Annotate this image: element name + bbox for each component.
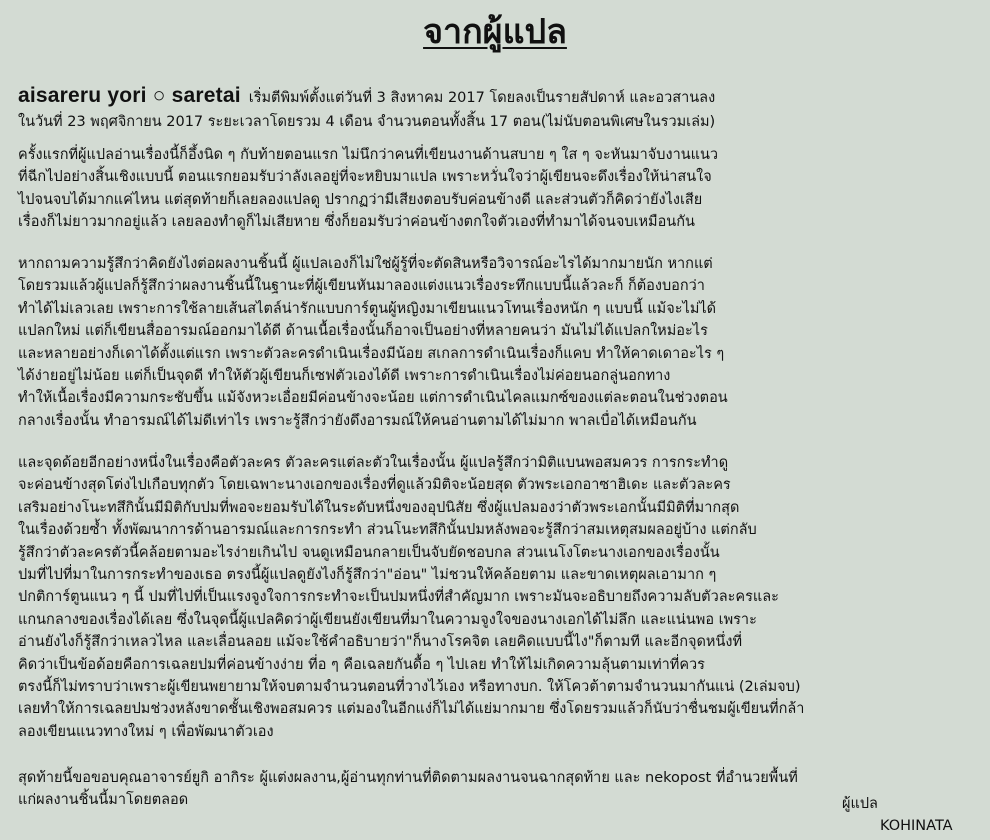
signature-name: KOHINATA <box>880 818 953 834</box>
page-title-text: จากผู้แปล <box>423 12 567 52</box>
paragraph-line: คิดว่าเป็นข้อด้อยคือการเฉลยปมที่ค่อนข้างง่าย ที่อ ๆ คือเฉลยกันดื้อ ๆ ไปเลย ทำให้ไม่เกิดความลุ้นตามเท่าที่ควร <box>18 656 705 673</box>
paragraph-line: ครั้งแรกที่ผู้แปลอ่านเรื่องนี้ก็อึ้งนิด ๆ กับท้ายตอนแรก ไม่นึกว่าคนที่เขียนงานด้านสบาย ๆ ใส ๆ จะหันมาจับงานแนว <box>18 147 719 163</box>
paragraph-line: แก่ผลงานชิ้นนี้มาโดยตลอด <box>18 792 189 809</box>
paragraph-line: กลางเรื่องนั้น ทำอารมณ์ได้ไม่ดีเท่าไร เพราะรู้สึกว่ายังดึงอารมณ์ให้คนอ่านตามได้ไม่มาก พาลเบื่อได้เหมือนกัน <box>18 412 697 429</box>
paragraph-line: แกนกลางของเรื่องได้เลย ซึ่งในจุดนี้ผู้แปลคิดว่าผู้เขียนยังเขียนที่มาในความจูงใจของนางเอกได้ไม่ลึก และแน่นพอ เพราะ <box>18 611 757 628</box>
paragraph-line: ไปจนจบได้มากแค่ไหน แต่สุดท้ายก็เลยลองแปลดู ปรากฏว่ามีเสียงตอบรับค่อนข้างดี และส่วนตัวก็คิดว่ายังไงเสีย <box>18 191 703 208</box>
paragraph-line: โดยรวมแล้วผู้แปลก็รู้สึกว่าผลงานชิ้นนี้ในฐานะที่ผู้เขียนหันมาลองแต่งแนวเรื่องระทึกแบบนี้แล้วละก็ ก็ต้องบอกว่า <box>18 278 705 295</box>
page-title <box>0 10 990 54</box>
paragraph-line: ปกติการ์ตูนแนว ๆ นี้ ปมที่ไปที่เป็นแรงจูงใจการกระทำจะเป็นปมหนึ่งที่สำคัญมาก เพราะมันจะอธิบายถึงความลับตัวละครและ <box>18 589 779 606</box>
signature-role: ผู้แปล <box>842 796 878 812</box>
paragraph-line: แปลกใหม่ แต่ก็เขียนสื่ออารมณ์ออกมาได้ดี ด้านเนื้อเรื่องนั้นก็อาจเป็นอย่างที่หลายคนว่า มันไม่ได้แปลกใหม่อะไร <box>18 323 708 340</box>
paragraph-line: ตรงนี้ก็ไม่ทราบว่าเพราะผู้เขียนพยายามให้จบตามจำนวนตอนที่วางไว้เอง หรือทางบก. ให้โควต้าตามจำนวนมากันแน่ (2เล่มจบ) <box>18 679 801 696</box>
paragraph-intro <box>18 144 978 234</box>
paragraph-thanks <box>18 767 978 812</box>
paragraph-line: หากถามความรู้สึกว่าคิดยังไงต่อผลงานชิ้นนี้ ผู้แปลเองก็ไม่ใช่ผู้รู้ที่จะตัดสินหรือวิจารณ์อะไรได้มากมายนัก หากแต่ <box>18 256 713 272</box>
series-info-line-2: ในวันที่ 23 พฤศจิกายน 2017 ระยะเวลาโดยรวม 4 เดือน จำนวนตอนทั้งสิ้น 17 ตอน(ไม่นับตอนพิเศษในรวมเล่ม) <box>18 114 716 130</box>
paragraph-line: ในเรื่องด้วยซ้ำ ทั้งพัฒนาการด้านอารมณ์และการกระทำ ส่วนโนะทสึกินั้นปมหลังพอจะรู้สึกว่าสมเหตุสมผลอยู่บ้าง แต่กลับ <box>18 522 757 539</box>
paragraph-line: ทำได้ไม่เลวเลย เพราะการใช้ลายเส้นสไตล์น่ารักแบบการ์ตูนผู้หญิงมาเขียนแนวโทนเรื่องหนัก ๆ แบบนี้ แม้จะไม่ได้ <box>18 300 717 317</box>
paragraph-line: ทำให้เนื้อเรื่องมีความกระชับขึ้น แม้จังหวะเอื่อยมีค่อนข้างจะน้อย แต่การดำเนินไคลแมกซ์ของแต่ละตอนในช่วงตอน <box>18 390 728 407</box>
paragraph-line: เสริมอย่างโนะทสึกินั้นมีมิติกับปมที่พอจะยอมรับได้ในระดับหนึ่งของอุปนิสัย ซึ่งผู้แปลมองว่าตัวพระเอกนั้นมีมิติที่มากสุด <box>18 499 740 516</box>
paragraph-characters <box>18 452 978 743</box>
paragraph-line: และจุดด้อยอีกอย่างหนึ่งในเรื่องคือตัวละคร ตัวละครแต่ละตัวในเรื่องนั้น ผู้แปลรู้สึกว่ามิติแบนพอสมควร การกระทำดู <box>18 455 729 471</box>
paragraph-line: สุดท้ายนี้ขอขอบคุณอาจารย์ยูกิ อากิระ ผู้แต่งผลงาน,ผู้อ่านทุกท่านที่ติดตามผลงานจนฉากสุดท้าย และ nekopost ที่อำนวยพื้นที่ <box>18 770 798 786</box>
paragraph-line: จะค่อนข้างสุดโต่งไปเกือบทุกตัว โดยเฉพาะนางเอกของเรื่องที่ดูแล้วมิติจะน้อยสุด ตัวพระเอกอาซาฮิเดะ และตัวละคร <box>18 477 731 494</box>
paragraph-impression <box>18 253 978 432</box>
series-name: aisareru yori ○ saretai <box>18 84 241 107</box>
paragraph-line: ที่ฉีกไปอย่างสิ้นเชิงแบบนี้ ตอนแรกยอมรับว่าลังเลอยู่ที่จะหยิบมาแปล เพราะหวั่นใจว่าผู้เขียนจะดึงเรื่องให้น่าสนใจ <box>18 169 712 186</box>
paragraph-line: ลองเขียนแนวทางใหม่ ๆ เพื่อพัฒนาตัวเอง <box>18 723 274 740</box>
paragraph-line: อ่านยังไงก็รู้สึกว่าเหลวไหล และเลื่อนลอย แม้จะใช้คำอธิบายว่า"ก็นางโรคจิต เลยคิดแบบนี้ไง"ก็ตามที และอีกจุดหนึ่งที่ <box>18 634 743 651</box>
series-info-line-1: เริ่มตีพิมพ์ตั้งแต่วันที่ 3 สิงหาคม 2017 โดยลงเป็นรายสัปดาห์ และอวสานลง <box>248 90 716 106</box>
series-info <box>18 84 978 134</box>
paragraph-line: ปมที่ไปที่มาในการกระทำของเธอ ตรงนี้ผู้แปลดูยังไงก็รู้สึกว่า"อ่อน" ไม่ชวนให้คล้อยตาม และขาดเหตุผลเอามาก ๆ <box>18 567 717 584</box>
paragraph-line: และหลายอย่างก็เดาได้ตั้งแต่แรก เพราะตัวละครดำเนินเรื่องมีน้อย สเกลการดำเนินเรื่องก็แคบ ทำให้คาดเดาอะไร ๆ <box>18 345 725 362</box>
paragraph-line: รู้สึกว่าตัวละครตัวนี้คล้อยตามอะไรง่ายเกินไป จนดูเหมือนกลายเป็นจับยัดชอบกล ส่วนเนโงโตะนางเอกของเรื่องนั้น <box>18 544 720 561</box>
paragraph-line: เรื่องก็ไม่ยาวมากอยู่แล้ว เลยลองทำดูก็ไม่เสียหาย ซึ่งก็ยอมรับว่าค่อนข้างตกใจตัวเองที่ทำมาได้จนจบเหมือนกัน <box>18 214 695 231</box>
paragraph-line: ได้ง่ายอยู่ไม่น้อย แต่ก็เป็นจุดดี ทำให้ตัวผู้เขียนก็เซฟตัวเองได้ดี เพราะการดำเนินเรื่องไม่ค่อยนอกลู่นอกทาง <box>18 368 671 385</box>
paragraph-line: เลยทำให้การเฉลยปมช่วงหลังขาดชั้นเชิงพอสมควร แต่มองในอีกแง่ก็ไม่ได้แย่มากมาย ซึ่งโดยรวมแล้วก็นับว่าชื่นชมผู้เขียนที่กล้า <box>18 701 805 718</box>
